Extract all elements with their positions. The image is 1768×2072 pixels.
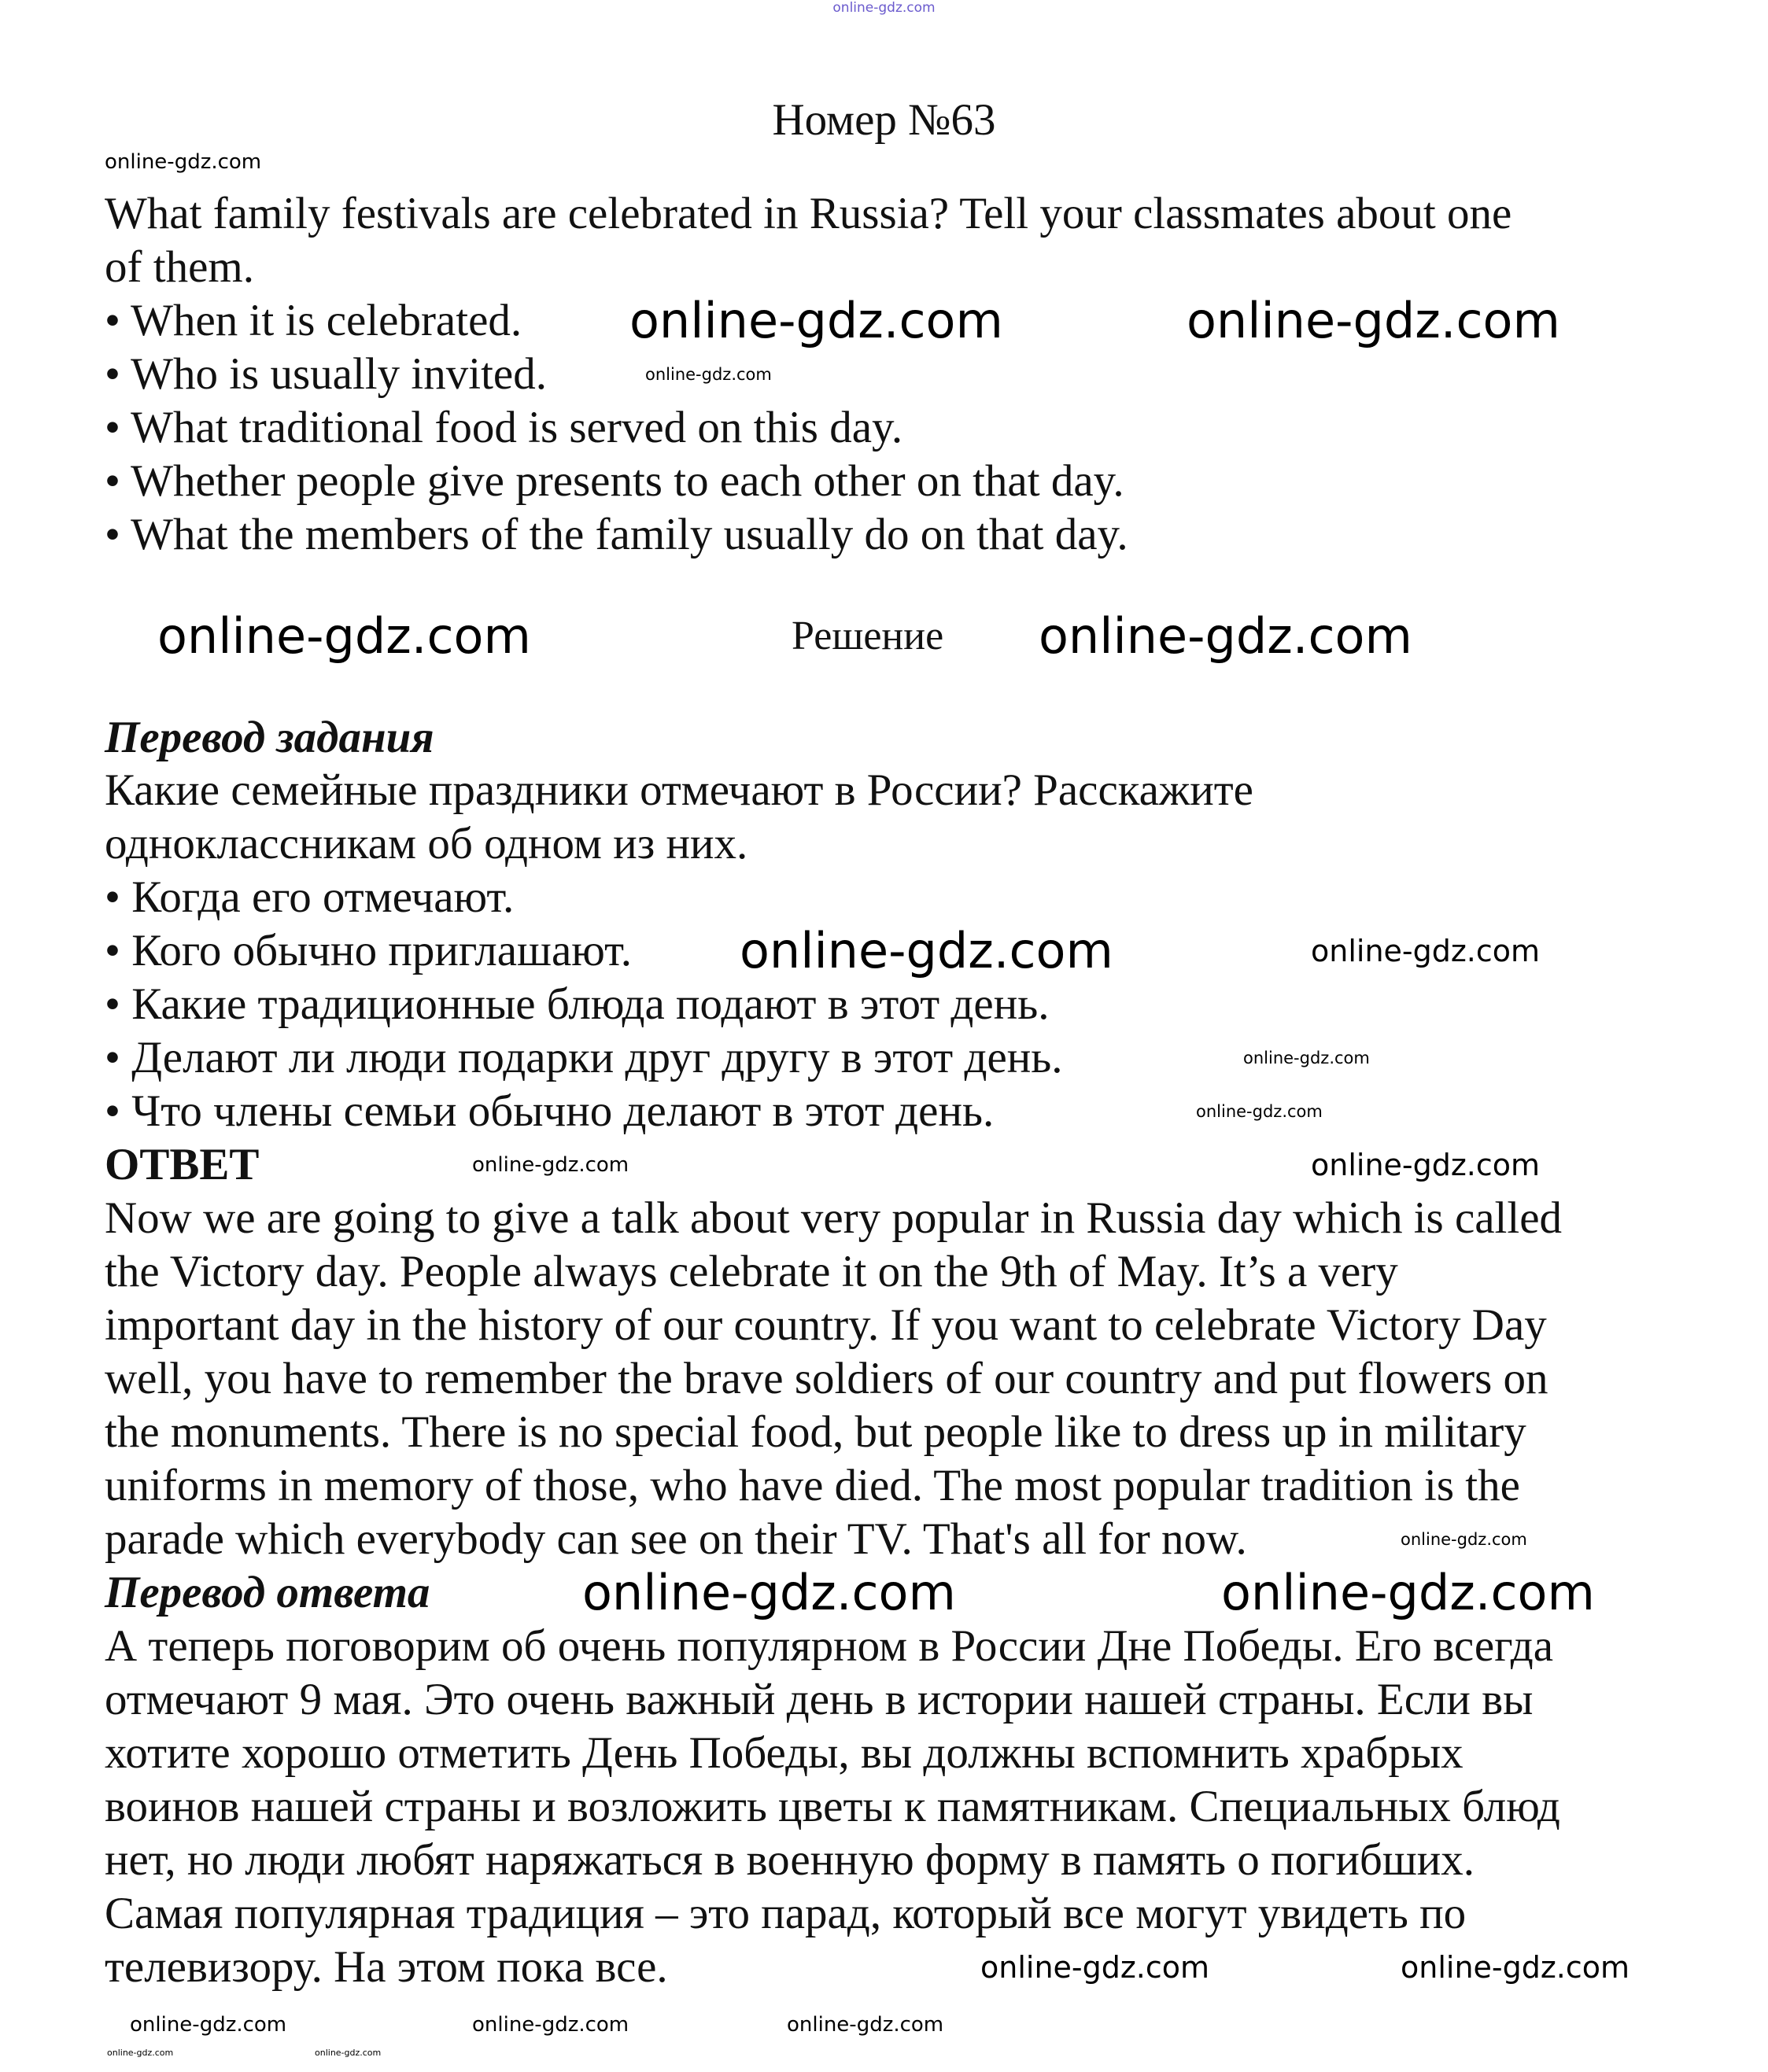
watermark: online-gdz.com [1311, 934, 1541, 968]
translation-line: одноклассникам об одном из них. [105, 819, 748, 868]
translation-line: А теперь поговорим об очень популярном в России Дне Победы. Его всегда [105, 1621, 1554, 1671]
translation-line: телевизору. На этом пока все. [105, 1942, 668, 1992]
task-bullet: • What the members of the family usually do on that day. [105, 510, 1128, 559]
translation-line: хотите хорошо отметить День Победы, вы должны вспомнить храбрых [105, 1728, 1463, 1778]
watermark: online-gdz.com [1401, 1530, 1527, 1549]
task-bullet: • Whether people give presents to each other on that day. [105, 456, 1124, 506]
translation-line: • Когда его отмечают. [105, 872, 515, 922]
page-title: Номер №63 [772, 95, 996, 145]
section-heading: Перевод задания [105, 713, 434, 762]
watermark: online-gdz.com [629, 292, 1003, 349]
answer-line: Now we are going to give a talk about very popular in Russia day which is called [105, 1193, 1563, 1243]
watermark: online-gdz.com [980, 1950, 1210, 1985]
translation-line: нет, но люди любят наряжаться в военную форму в память о погибших. [105, 1835, 1475, 1885]
watermark: online-gdz.com [740, 922, 1113, 979]
watermark: online-gdz.com [472, 1153, 629, 1177]
watermark: online-gdz.com [1221, 1564, 1595, 1621]
watermark: online-gdz.com [787, 2013, 944, 2037]
task-bullet: • What traditional food is served on this day. [105, 403, 903, 452]
watermark: online-gdz.com [1196, 1102, 1323, 1121]
translation-line: • Кого обычно приглашают. [105, 926, 632, 975]
watermark: online-gdz.com [582, 1564, 956, 1621]
answer-line: the monuments. There is no special food, but people like to dress up in military [105, 1407, 1526, 1457]
translation-line: отмечают 9 мая. Это очень важный день в истории нашей страны. Если вы [105, 1675, 1534, 1724]
answer-line: parade which everybody can see on their TV. That's all for now. [105, 1514, 1247, 1564]
watermark: online-gdz.com [472, 2013, 629, 2037]
translation-line: Самая популярная традиция – это парад, который все могут увидеть по [105, 1889, 1467, 1938]
solution-label: Решение [792, 614, 944, 658]
watermark: online-gdz.com [1311, 1148, 1541, 1182]
task-bullet: • Who is usually invited. [105, 349, 547, 399]
translation-line: • Делают ли люди подарки друг другу в этот день. [105, 1033, 1063, 1082]
watermark: online-gdz.com [645, 365, 772, 384]
task-line: What family festivals are celebrated in Russia? Tell your classmates about one [105, 189, 1512, 238]
task-line: of them. [105, 242, 254, 292]
section-heading: ОТВЕТ [105, 1140, 260, 1189]
task-bullet: • When it is celebrated. [105, 296, 522, 345]
watermark: online-gdz.com [157, 607, 531, 665]
translation-line: • Что члены семьи обычно делают в этот день. [105, 1086, 995, 1136]
watermark: online-gdz.com [315, 2048, 382, 2058]
translation-line: • Какие традиционные блюда подают в этот день. [105, 979, 1050, 1029]
watermark: online-gdz.com [1401, 1950, 1630, 1985]
watermark: online-gdz.com [1187, 292, 1560, 349]
section-heading: Перевод ответа [105, 1568, 430, 1617]
watermark: online-gdz.com [1039, 607, 1412, 665]
watermark: online-gdz.com [1243, 1049, 1370, 1067]
answer-line: uniforms in memory of those, who have died. The most popular tradition is the [105, 1461, 1520, 1510]
translation-line: Какие семейные праздники отмечают в России? Расскажите [105, 765, 1253, 815]
answer-line: important day in the history of our country. If you want to celebrate Victory Day [105, 1300, 1547, 1350]
watermark: online-gdz.com [107, 2048, 174, 2058]
watermark: online-gdz.com [105, 150, 262, 174]
answer-line: the Victory day. People always celebrate it on the 9th of May. It’s a very [105, 1247, 1398, 1296]
watermark: online-gdz.com [130, 2013, 287, 2037]
translation-line: воинов нашей страны и возложить цветы к памятникам. Специальных блюд [105, 1782, 1560, 1831]
watermark-top: online-gdz.com [832, 0, 936, 16]
answer-line: well, you have to remember the brave soldiers of our country and put flowers on [105, 1354, 1548, 1403]
